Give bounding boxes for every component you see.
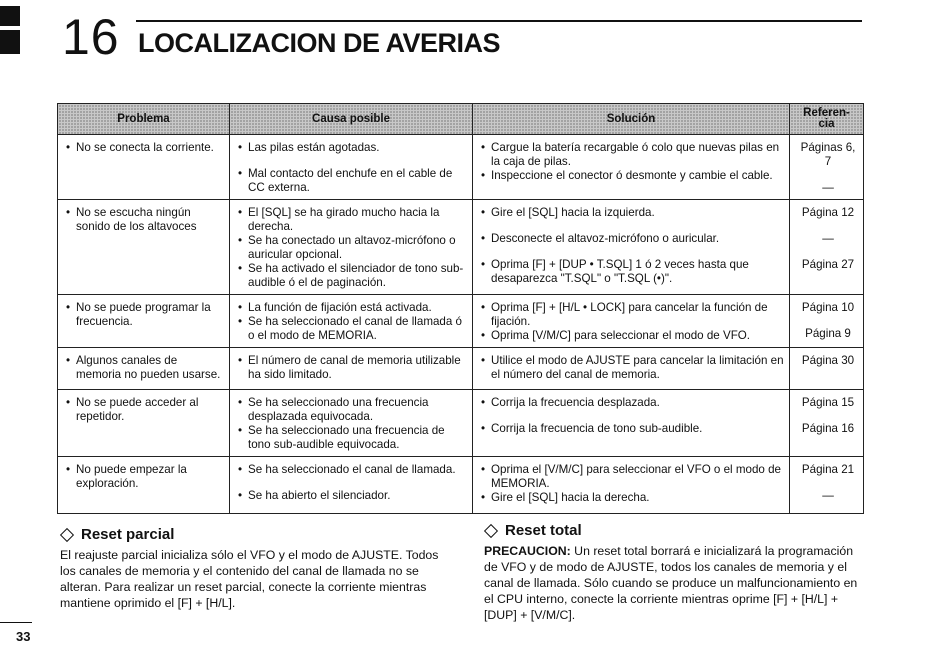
problem-text: • No puede empezar la exploración. xyxy=(66,463,224,491)
column-header-solution: Solución xyxy=(473,104,790,135)
table-row xyxy=(58,457,864,514)
problem-text: • Algunos canales de memoria no pueden usarse. xyxy=(66,354,224,382)
reset-total-heading xyxy=(484,522,869,539)
diamond-icon xyxy=(484,523,498,537)
page-number-rule xyxy=(0,622,32,623)
solution-item: • Desconecte el altavoz-micrófono o auricular. xyxy=(481,232,784,246)
reset-total-text: Un reset total borrará e inicializará la programación de VFO y de modo de AJUSTE, todos los canales de memoria y el canal de llamada. Sólo cuando se produce un malfuncionamiento en el CPU interno, conecte la corriente mientras oprime [F] + [H/L] + [DUP] + [V/M/C]. xyxy=(484,544,858,622)
table-row xyxy=(58,348,864,390)
solution-cell xyxy=(473,457,790,514)
reference-text: Página 27 xyxy=(801,258,855,271)
cause-cell xyxy=(230,348,473,390)
reset-partial-section xyxy=(60,526,450,611)
reset-total-section xyxy=(484,522,869,623)
problem-cell xyxy=(58,135,230,200)
column-header-reference-line1: Referen- xyxy=(803,107,850,119)
cause-item: • La función de fijación está activada. xyxy=(238,301,467,315)
table-row xyxy=(58,390,864,457)
solution-cell xyxy=(473,295,790,348)
caution-label: PRECAUCION: xyxy=(484,544,571,558)
problem-cell xyxy=(58,348,230,390)
solution-cell xyxy=(473,135,790,200)
reference-text: Página 9 xyxy=(805,327,851,340)
reset-partial-title: Reset parcial xyxy=(81,526,175,543)
problem-cell xyxy=(58,295,230,348)
reference-text: Página 30 xyxy=(801,354,855,367)
reset-partial-heading xyxy=(60,526,450,543)
problem-text: • No se conecta la corriente. xyxy=(66,141,224,155)
reference-cell xyxy=(790,135,864,200)
problem-text: • No se puede programar la frecuencia. xyxy=(66,301,224,329)
reference-cell xyxy=(790,295,864,348)
reset-total-title: Reset total xyxy=(505,522,582,539)
cause-cell xyxy=(230,457,473,514)
reference-text: — xyxy=(822,489,834,502)
reference-text: Página 21 xyxy=(801,463,855,476)
reference-cell xyxy=(790,200,864,295)
solution-item: • Gire el [SQL] hacia la izquierda. xyxy=(481,206,784,220)
reference-cell xyxy=(790,457,864,514)
solution-cell xyxy=(473,200,790,295)
header-rule xyxy=(136,20,862,22)
column-header-reference xyxy=(790,104,864,135)
column-header-reference-line2: cia xyxy=(818,118,835,130)
cause-item: • El número de canal de memoria utilizable ha sido limitado. xyxy=(238,354,467,382)
chapter-tab-marker xyxy=(0,6,20,54)
solution-item: • Utilice el modo de AJUSTE para cancelar la limitación en el número del canal de memoria. xyxy=(481,354,784,382)
reset-partial-body: El reajuste parcial inicializa sólo el VFO y el modo de AJUSTE. Todos los canales de memoria y el contenido del canal de llamada no se alteran. Para realizar un reset parcial, conecte la corriente mientras mantiene oprimido el [F] + [H/L]. xyxy=(60,548,439,610)
solution-item: • Oprima [V/M/C] para seleccionar el modo de VFO. xyxy=(481,329,784,343)
solution-cell xyxy=(473,390,790,457)
cause-cell xyxy=(230,200,473,295)
reference-cell xyxy=(790,348,864,390)
problem-cell xyxy=(58,200,230,295)
reference-text: Página 16 xyxy=(801,422,855,435)
problem-text: • No se puede acceder al repetidor. xyxy=(66,396,224,424)
cause-item: • Las pilas están agotadas. xyxy=(238,141,467,155)
reference-text: Página 15 xyxy=(801,396,855,409)
cause-item: • Se ha seleccionado una frecuencia de tono sub-audible equivocada. xyxy=(238,424,467,452)
solution-item: • Corrija la frecuencia desplazada. xyxy=(481,396,784,410)
diamond-icon xyxy=(60,527,74,541)
solution-item: • Oprima [F] + [H/L • LOCK] para cancelar la función de fijación. xyxy=(481,301,784,329)
cause-cell xyxy=(230,135,473,200)
cause-item: • El [SQL] se ha girado mucho hacia la derecha. xyxy=(238,206,467,234)
reference-text: Página 12 xyxy=(801,206,855,219)
solution-item: • Gire el [SQL] hacia la derecha. xyxy=(481,491,784,505)
solution-item: • Oprima [F] + [DUP • T.SQL] 1 ó 2 veces hasta que desaparezca "T.SQL" o "T.SQL (•)". xyxy=(481,258,784,286)
chapter-number: 16 xyxy=(62,9,120,65)
problem-cell xyxy=(58,390,230,457)
cause-item: • Mal contacto del enchufe en el cable de CC externa. xyxy=(238,167,467,195)
cause-item: • Se ha conectado un altavoz-micrófono o auricular opcional. xyxy=(238,234,467,262)
table-header-row xyxy=(58,104,864,135)
reference-text: Página 10 xyxy=(801,301,855,314)
page-number: 33 xyxy=(16,629,31,644)
reference-cell xyxy=(790,390,864,457)
cause-item: • Se ha seleccionado el canal de llamada ó o el modo de MEMORIA. xyxy=(238,315,467,343)
solution-item: • Inspeccione el conector ó desmonte y cambie el cable. xyxy=(481,169,784,183)
cause-item: • Se ha seleccionado una frecuencia desplazada equivocada. xyxy=(238,396,467,424)
table-row xyxy=(58,200,864,295)
solution-item: • Corrija la frecuencia de tono sub-audible. xyxy=(481,422,784,436)
column-header-problem: Problema xyxy=(58,104,230,135)
cause-item: • Se ha seleccionado el canal de llamada. xyxy=(238,463,467,477)
cause-cell xyxy=(230,390,473,457)
reference-text: — xyxy=(822,181,834,194)
cause-item: • Se ha abierto el silenciador. xyxy=(238,489,467,503)
reset-total-body xyxy=(484,543,869,623)
problem-text: • No se escucha ningún sonido de los altavoces xyxy=(66,206,224,234)
table-row xyxy=(58,135,864,200)
solution-item: • Oprima el [V/M/C] para seleccionar el VFO o el modo de MEMORIA. xyxy=(481,463,784,491)
page-title: LOCALIZACION DE AVERIAS xyxy=(138,28,501,58)
solution-item: • Cargue la batería recargable ó colo que nuevas pilas en la caja de pilas. xyxy=(481,141,784,169)
table-row xyxy=(58,295,864,348)
solution-cell xyxy=(473,348,790,390)
cause-item: • Se ha activado el silenciador de tono sub-audible ó el de paginación. xyxy=(238,262,467,290)
column-header-cause: Causa posible xyxy=(230,104,473,135)
troubleshooting-table xyxy=(57,103,864,514)
cause-cell xyxy=(230,295,473,348)
reference-text: — xyxy=(822,232,834,245)
problem-cell xyxy=(58,457,230,514)
reference-text: Páginas 6, 7 xyxy=(800,141,856,168)
